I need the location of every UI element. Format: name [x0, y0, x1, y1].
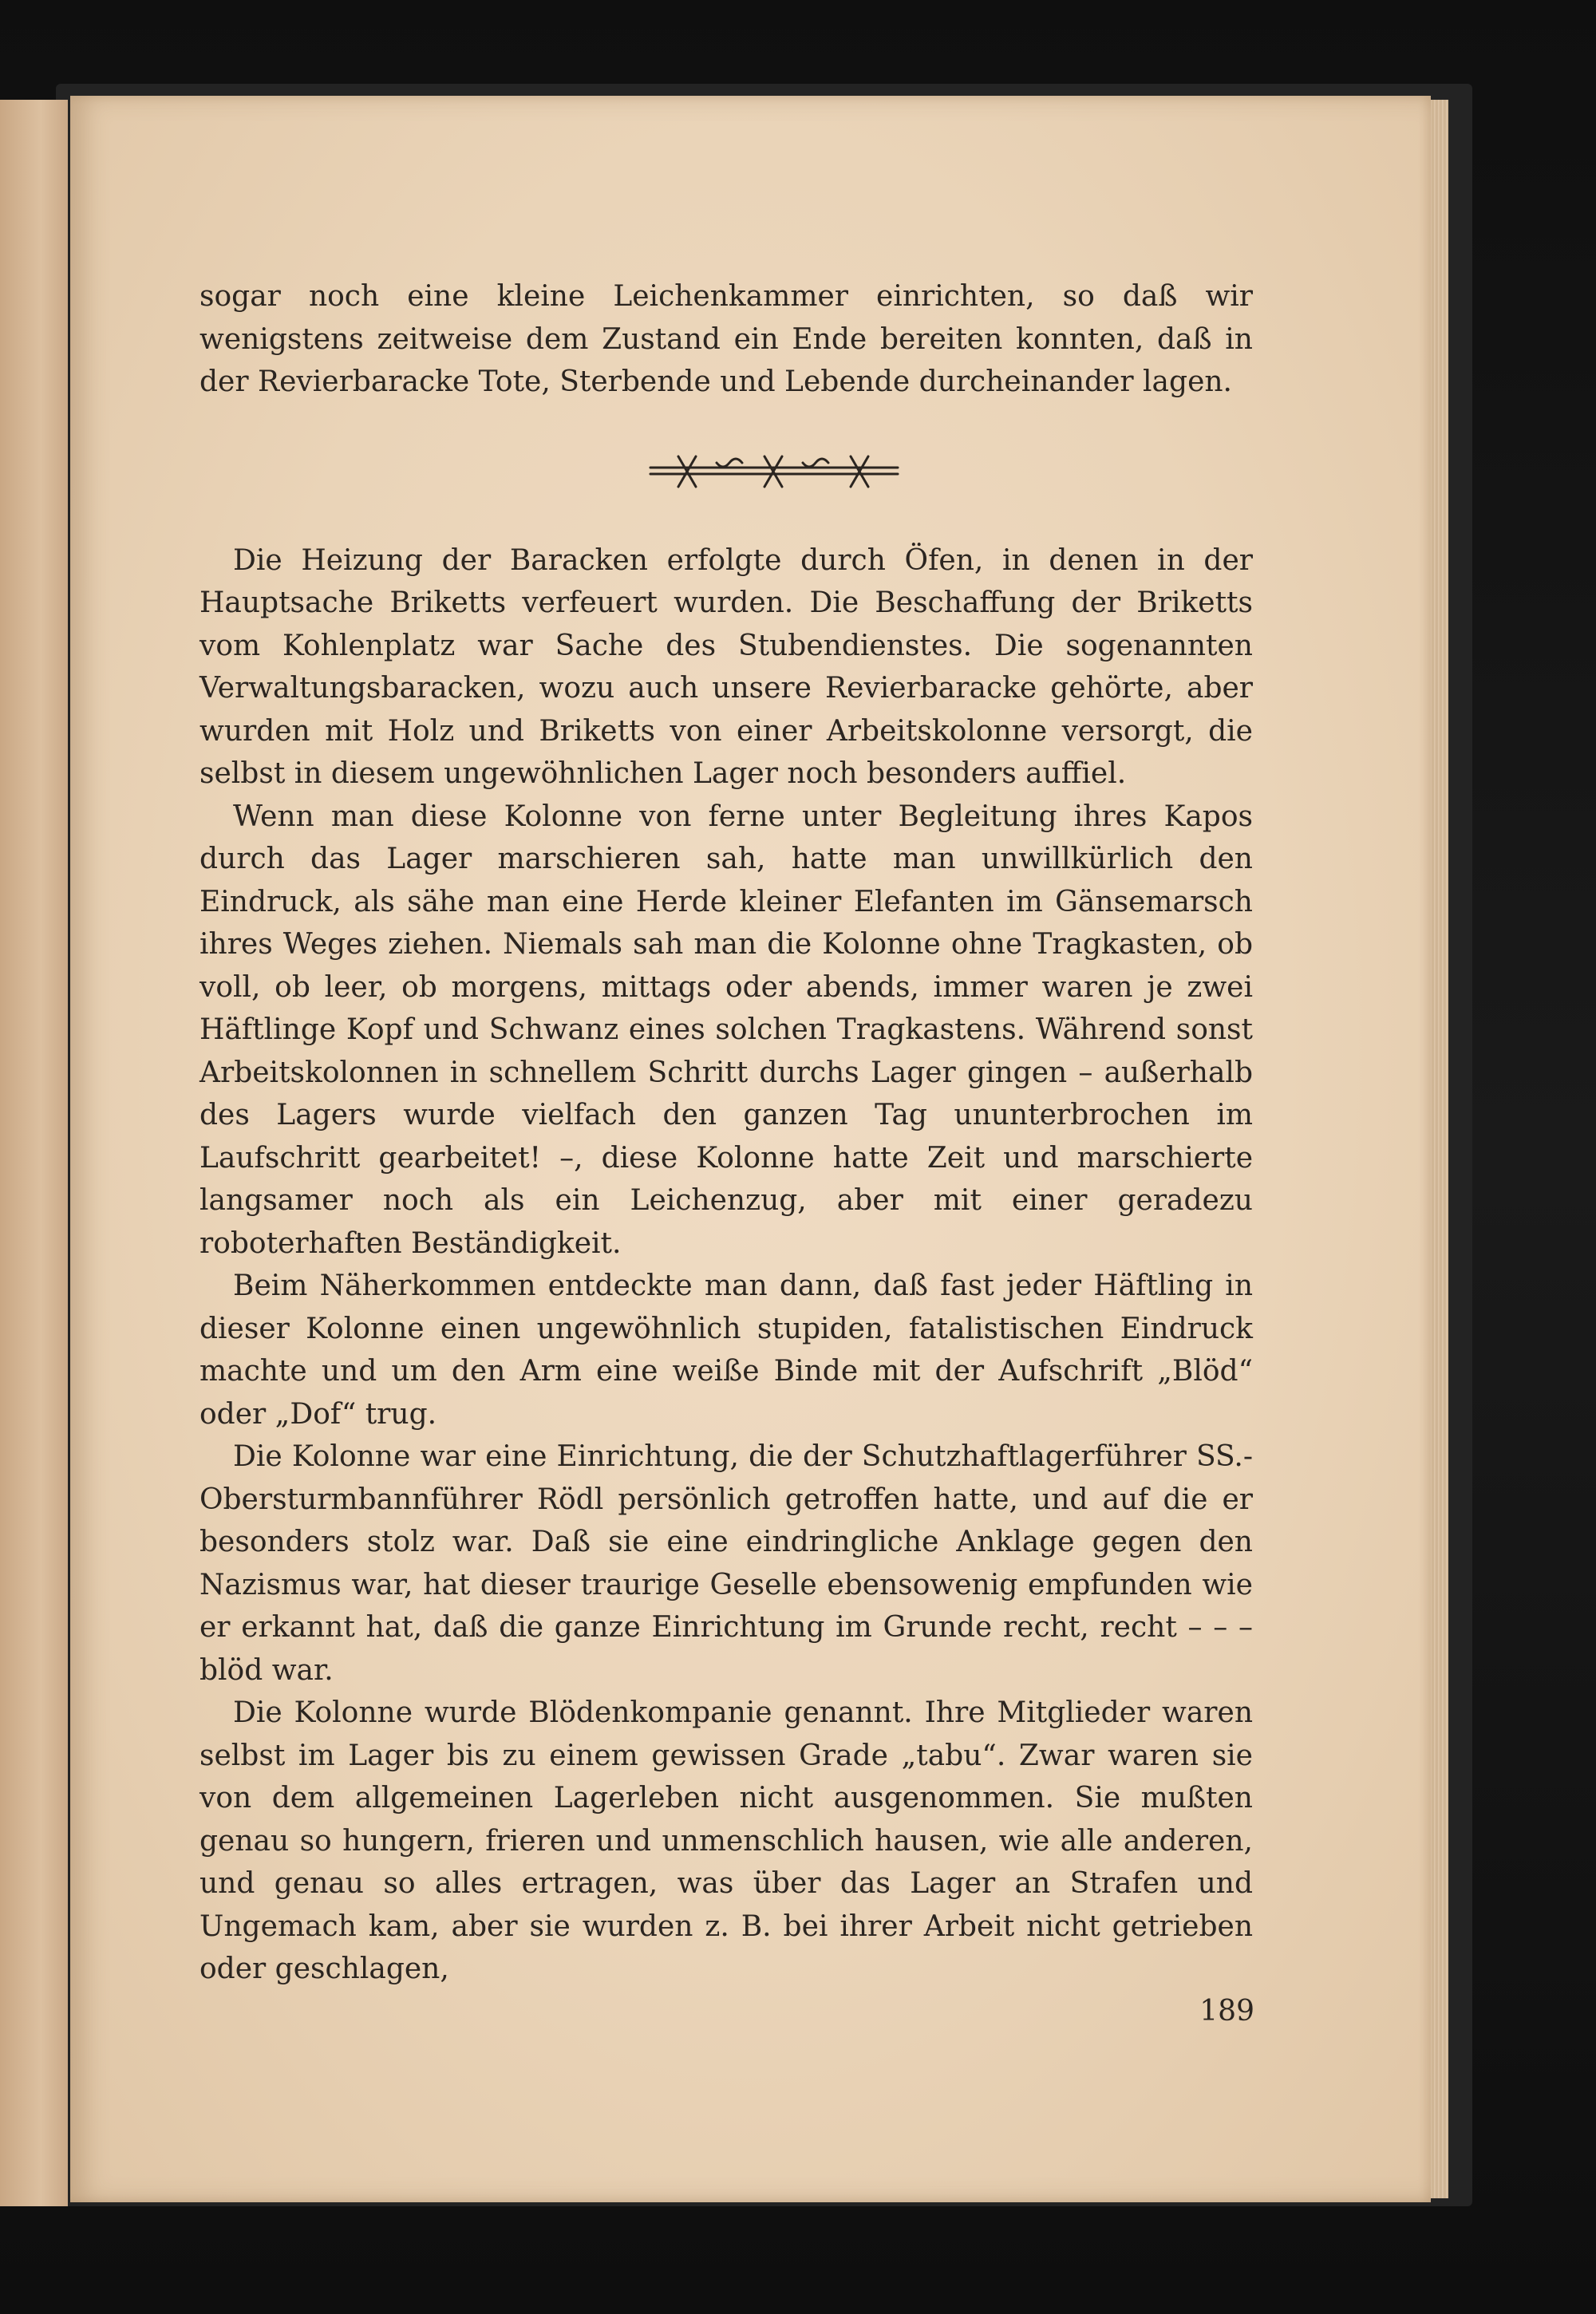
paragraph-kolonne: Wenn man diese Kolonne von ferne unter Begleitung ihres Kapos durch das Lager marschieren sah, hatte man unwillkürlich den Eindruck, als sähe man eine Herde kleiner Elefanten im Gänsemarsch ihres Weges ziehen. Niemals sah man die Kolonne ohne Tragkasten, ob voll, ob leer, ob morgens, mittags oder abends, immer waren je zwei Häftlinge Kopf und Schwanz eines solchen Tragkastens. Während sonst Arbeitskolonnen in schnellem Schritt durchs Lager gingen – außerhalb des Lagers wurde vielfach den ganzen Tag ununterbrochen im Laufschritt gearbeitet! –, diese Kolonne hatte Zeit und marschierte langsamer noch als ein Leichenzug, aber mit einer geradezu roboterhaften Beständigkeit.: [200, 800, 1253, 1260]
barbed-wire-ornament-icon: [646, 452, 902, 492]
section-divider: [295, 404, 1253, 539]
facing-page-edge: [0, 100, 68, 2206]
paragraph-naeherkommen: Beim Näherkommen entdeckte man dann, daß fast jeder Häftling in dieser Kolonne einen ungewöhnlich stupiden, fatalistischen Eindruck machte und um den Arm eine weiße Binde mit der Aufschrift „Blöd“ oder „Dof“ trug.: [200, 1270, 1253, 1431]
paragraph-bloedenkompanie: Die Kolonne wurde Blödenkompanie genannt. Ihre Mitglieder waren selbst im Lager bis zu einem gewissen Grade „tabu“. Zwar waren sie von dem allgemeinen Lagerleben nicht ausgenommen. Sie mußten genau so hungern, frieren und unmenschlich hausen, wie alle anderen, und genau so alles ertragen, was über das Lager an Strafen und Ungemach kam, aber sie wurden z. B. bei ihrer Arbeit nicht getrieben oder geschlagen,: [200, 1696, 1253, 1985]
page-stack-edge: [1431, 100, 1448, 2198]
paragraph-heizung: Die Heizung der Baracken erfolgte durch Öfen, in denen in der Hauptsache Briketts verfeuert wurden. Die Beschaffung der Briketts vom Kohlenplatz war Sache des Stubendienstes. Die sogenannten Verwaltungsbaracken, wozu auch unsere Revierbaracke gehörte, aber wurden mit Holz und Briketts von einer Arbeitskolonne versorgt, die selbst in diesem ungewöhnlichen Lager noch besonders auffiel.: [200, 543, 1253, 790]
paragraph-einrichtung: Die Kolonne war eine Einrichtung, die der Schutzhaftlagerführer SS.-Obersturmbannführer Rödl persönlich getroffen hatte, und auf die er besonders stolz war. Daß sie eine eindringliche Anklage gegen den Nazismus war, hat dieser traurige Geselle ebensowenig empfunden wie er erkannt hat, daß die ganze Einrichtung im Grunde recht, recht – – – blöd war.: [200, 1440, 1253, 1687]
page-number: 189: [1199, 1995, 1254, 2028]
page-text: [200, 275, 1253, 1991]
opening-paragraph: sogar noch eine kleine Leichenkammer einrichten, so daß wir wenigstens zeitweise dem Zustand ein Ende bereiten konnten, daß in der Revierbaracke Tote, Sterbende und Lebende durcheinander lagen.: [200, 280, 1253, 398]
